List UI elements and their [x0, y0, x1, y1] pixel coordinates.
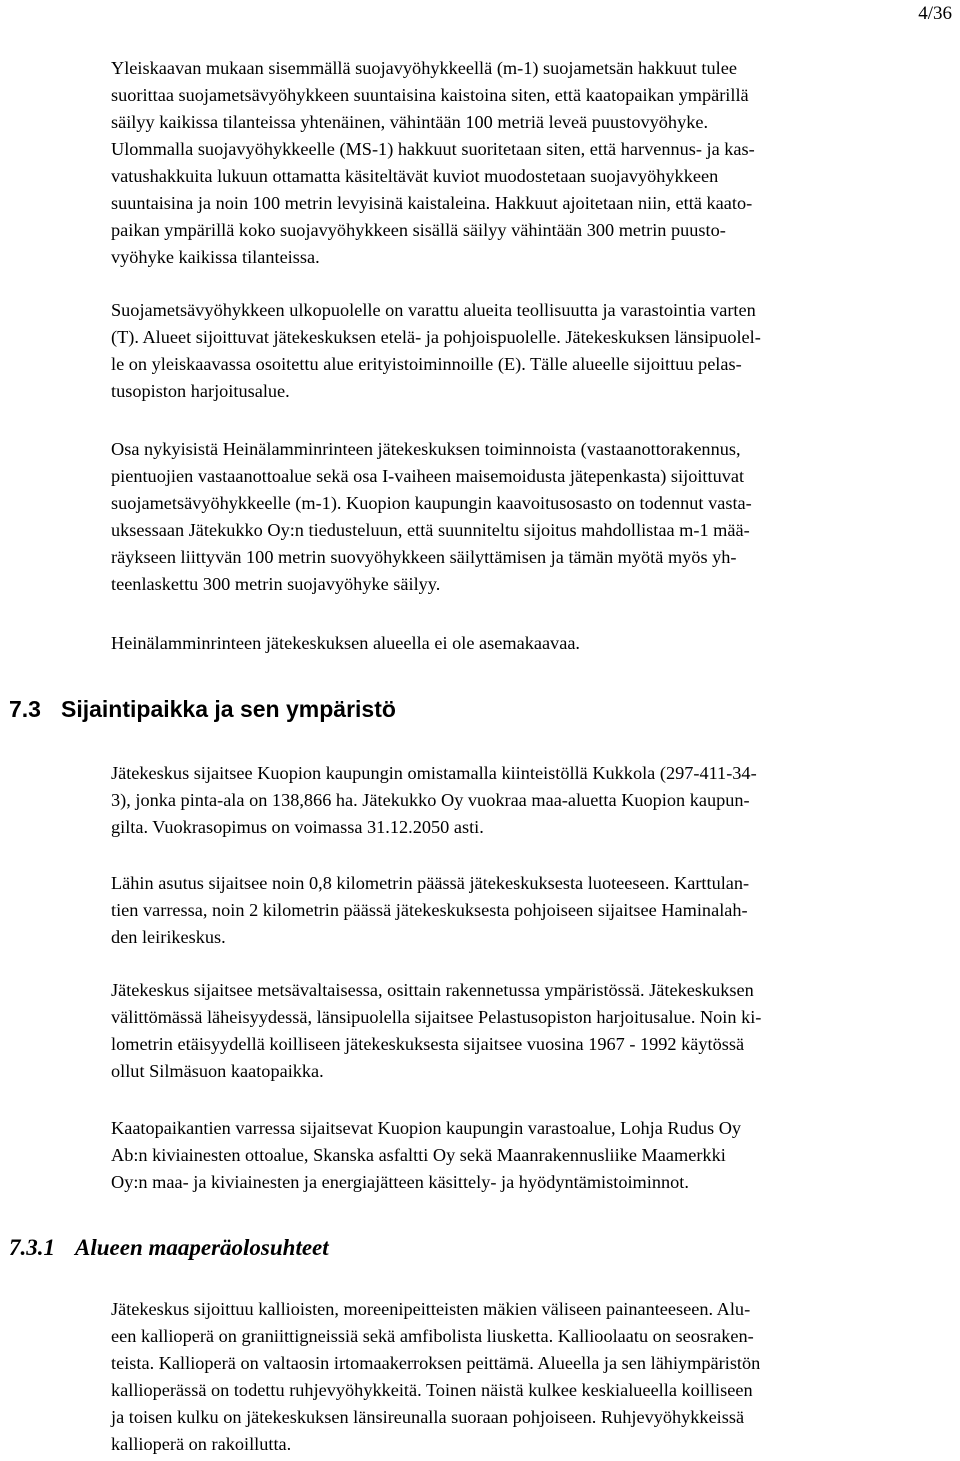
text-line: paikan ympärillä koko suojavyöhykkeen sisällä säilyy vähintään 300 metrin puusto-: [111, 220, 726, 240]
text-line: Yleiskaavan mukaan sisemmällä suojavyöhykkeellä (m-1) suojametsän hakkuut tulee: [111, 58, 737, 78]
paragraph-ymparisto: [111, 977, 953, 1085]
text-line: een kallioperä on graniittigneissiä sekä amfibolista liusketta. Kallioolaatu on seosraken-: [111, 1326, 754, 1346]
text-line: suojametsävyöhykkeelle (m-1). Kuopion kaupungin kaavoitusosasto on todennut vasta-: [111, 493, 752, 513]
text-line: Jätekeskus sijaitsee metsävaltaisessa, osittain rakennetussa ympäristössä. Jätekeskuksen: [111, 980, 754, 1000]
paragraph-nykyiset-toiminnot: [111, 436, 953, 598]
text-line: tusopiston harjoitusalue.: [111, 381, 290, 401]
text-line: räykseen liittyvän 100 metrin suovyöhykkeen säilyttämisen ja tämän myötä myös yh-: [111, 547, 737, 567]
paragraph-maapera: [111, 1296, 953, 1458]
text-line: uksessaan Jätekukko Oy:n tiedusteluun, että suunniteltu sijoitus mahdollistaa m-1 mää-: [111, 520, 750, 540]
text-line: Suojametsävyöhykkeen ulkopuolelle on varattu alueita teollisuutta ja varastointia varten: [111, 300, 756, 320]
section-heading-7-3-1: [9, 1233, 329, 1263]
text-line: 3), jonka pinta-ala on 138,866 ha. Jätekukko Oy vuokraa maa-aluetta Kuopion kaupun-: [111, 790, 750, 810]
paragraph-kaatopaikantie: [111, 1115, 953, 1196]
text-line: Kaatopaikantien varressa sijaitsevat Kuopion kaupungin varastoalue, Lohja Rudus Oy: [111, 1118, 742, 1138]
text-line: tien varressa, noin 2 kilometrin päässä jätekeskuksesta pohjoiseen sijaitsee Haminalah-: [111, 900, 748, 920]
paragraph-suojavyohyke-hakkuut: [111, 55, 953, 271]
text-line: Oy:n maa- ja kiviainesten ja energiajätteen käsittely- ja hyödyntämistoiminnot.: [111, 1172, 689, 1192]
text-line: den leirikeskus.: [111, 927, 226, 947]
text-line: teenlaskettu 300 metrin suojavyöhyke säilyy.: [111, 574, 441, 594]
text-line: säilyy kaikissa tilanteissa yhtenäinen, vähintään 100 metriä leveä puustovyöhyke.: [111, 112, 709, 132]
text-line: vatushakkuita lukuun ottamatta käsiteltävät kuviot muodostetaan suojavyöhykkeen: [111, 166, 719, 186]
paragraph-ulkopuoliset-alueet: [111, 297, 953, 405]
text-line: Ab:n kiviainesten ottoalue, Skanska asfaltti Oy sekä Maanrakennusliike Maamerkki: [111, 1145, 726, 1165]
text-line: ja toisen kulku on jätekeskuksen länsireunalla suoraan pohjoiseen. Ruhjevyöhykkeissä: [111, 1407, 745, 1427]
text-line: kallioperä on rakoillutta.: [111, 1434, 292, 1454]
text-line: (T). Alueet sijoittuvat jätekeskuksen etelä- ja pohjoispuolelle. Jätekeskuksen länsipuolel-: [111, 327, 761, 347]
section-number: 7.3.1: [9, 1235, 55, 1260]
text-line: suuntaisina ja noin 100 metrin levyisinä kaistaleina. Hakkuut ajoitetaan niin, että kaato-: [111, 193, 753, 213]
section-heading-7-3: [9, 694, 396, 724]
text-line: pientuojien vastaanottoalue sekä osa I-vaiheen maisemoidusta jätepenkasta) sijoittuvat: [111, 466, 745, 486]
paragraph-kiinteisto: [111, 760, 953, 841]
text-line: le on yleiskaavassa osoitettu alue erityistoiminnoille (E). Tälle alueelle sijoittuu pelas-: [111, 354, 742, 374]
text-line: lometrin etäisyydellä koilliseen jätekeskuksesta sijaitsee vuosina 1967 - 1992 käytössä: [111, 1034, 745, 1054]
paragraph-asemakaava: [111, 630, 953, 657]
text-line: suorittaa suojametsävyöhykkeen suuntaisina kaistoina siten, että kaatopaikan ympärillä: [111, 85, 749, 105]
section-title: Alueen maaperäolosuhteet: [75, 1235, 329, 1260]
text-line: Jätekeskus sijoittuu kallioisten, moreenipeitteisten mäkien väliseen painanteeseen. Alu-: [111, 1299, 751, 1319]
text-line: Lähin asutus sijaitsee noin 0,8 kilometrin päässä jätekeskuksesta luoteeseen. Karttulan-: [111, 873, 750, 893]
text-line: välittömässä läheisyydessä, länsipuolella sijaitsee Pelastusopiston harjoitusalue. Noin ki-: [111, 1007, 762, 1027]
paragraph-lahin-asutus: [111, 870, 953, 951]
section-title: Sijaintipaikka ja sen ympäristö: [61, 696, 396, 722]
section-number: 7.3: [9, 696, 41, 722]
text-line: teista. Kallioperä on valtaosin irtomaakerroksen peittämä. Alueella ja sen lähiympäristön: [111, 1353, 761, 1373]
text-line: ollut Silmäsuon kaatopaikka.: [111, 1061, 324, 1081]
text-line: kallioperässä on todettu ruhjevyöhykkeitä. Toinen näistä kulkee keskialueella koilliseen: [111, 1380, 753, 1400]
text-line: Jätekeskus sijaitsee Kuopion kaupungin omistamalla kiinteistöllä Kukkola (297-411-34-: [111, 763, 757, 783]
page-number: 4/36: [918, 3, 952, 24]
text-line: Osa nykyisistä Heinälamminrinteen jätekeskuksen toiminnoista (vastaanottorakennus,: [111, 439, 741, 459]
text-line: Heinälamminrinteen jätekeskuksen alueella ei ole asemakaavaa.: [111, 633, 581, 653]
text-line: Ulommalla suojavyöhykkeelle (MS-1) hakkuut suoritetaan siten, että harvennus- ja kas-: [111, 139, 755, 159]
text-line: vyöhyke kaikissa tilanteissa.: [111, 247, 320, 267]
text-line: gilta. Vuokrasopimus on voimassa 31.12.2050 asti.: [111, 817, 484, 837]
